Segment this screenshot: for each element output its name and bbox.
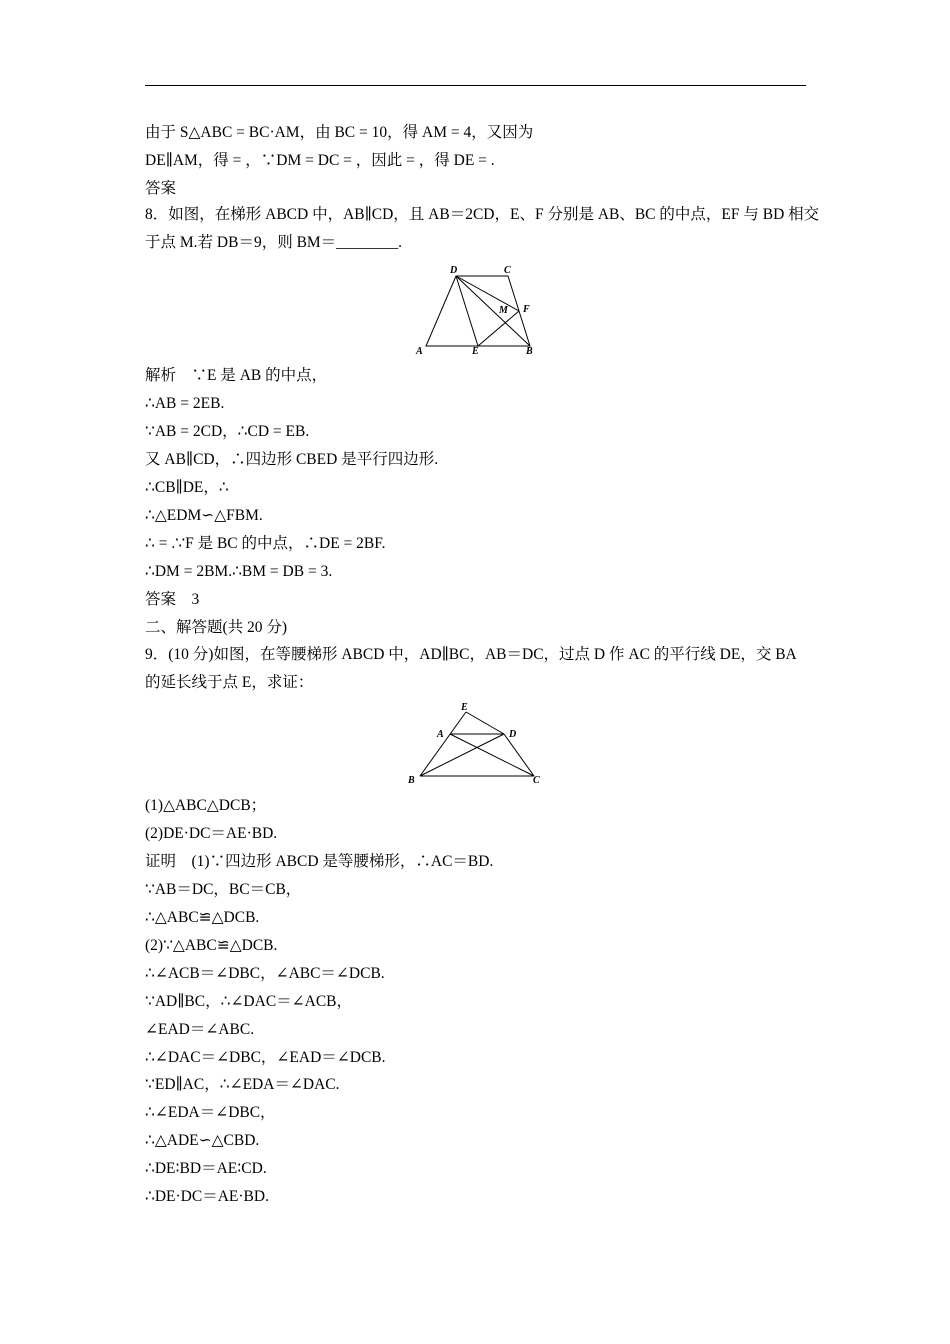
proof-line: ∴DE·DC＝AE·BD. [145, 1188, 269, 1205]
solution-line: ∴CB∥DE，∴ [145, 479, 229, 496]
answer-line: 答案 3 [145, 591, 200, 608]
question-9: 9．(10 分)如图，在等腰梯形 ABCD 中，AD∥BC，AB＝DC，过点 D 作 AC 的平行线 DE，交 BA [145, 646, 797, 663]
proof-goal: (2)DE·DC＝AE·BD. [145, 825, 278, 842]
solution-line: 又 AB∥CD，∴四边形 CBED 是平行四边形. [145, 451, 439, 468]
solution-line: ∵AB = 2CD，∴CD = EB. [145, 423, 310, 440]
proof-line: ∴∠DAC＝∠DBC，∠EAD＝∠DCB. [145, 1049, 386, 1066]
question-8: 8．如图，在梯形 ABCD 中，AB∥CD，且 AB＝2CD，E、F 分别是 AB、BC 的中点，EF 与 BD 相交 [145, 206, 820, 223]
label-C: C [533, 775, 540, 786]
section-heading: 二、解答题(共 20 分) [145, 619, 288, 636]
proof-line: ∴DE∶BD＝AE∶CD. [145, 1160, 267, 1177]
proof-line: 证明 (1)∵四边形 ABCD 是等腰梯形，∴AC＝BD. [145, 853, 494, 870]
label-M: M [499, 305, 508, 316]
label-D: D [509, 729, 517, 740]
question-8-cont: 于点 M.若 DB＝9，则 BM＝________. [145, 234, 403, 251]
label-C: C [504, 265, 511, 276]
proof-line: ∴△ABC≌△DCB. [145, 909, 260, 926]
answer-label: 答案 [145, 180, 177, 197]
proof-line: ∴∠ACB＝∠DBC，∠ABC＝∠DCB. [145, 965, 385, 982]
label-A: A [437, 729, 444, 740]
label-E: E [472, 346, 479, 357]
proof-line: (2)∵△ABC≌△DCB. [145, 937, 278, 954]
proof-line: ∵ED∥AC，∴∠EDA＝∠DAC. [145, 1076, 340, 1093]
solution-line: ∴DM = 2BM.∴BM = DB = 3. [145, 563, 333, 580]
solution-line: 解析 ∵E 是 AB 的中点， [145, 367, 328, 384]
header-rule [145, 85, 806, 86]
label-B: B [526, 346, 533, 357]
label-A: A [416, 346, 423, 357]
proof-line: ∠EAD＝∠ABC. [145, 1021, 255, 1038]
proof-line: ∵AB＝DC，BC＝CB， [145, 881, 302, 898]
question-9-cont: 的延长线于点 E，求证： [145, 674, 314, 691]
proof-goal: (1)△ABC△DCB； [145, 797, 267, 814]
trapezoid-figure-2 [402, 700, 547, 790]
proof-line: ∴△ADE∽△CBD. [145, 1132, 260, 1149]
solution-line: ∴△EDM∽△FBM. [145, 507, 263, 524]
proof-line: ∵AD∥BC，∴∠DAC＝∠ACB， [145, 993, 353, 1010]
label-F: F [523, 304, 530, 315]
label-D: D [450, 265, 458, 276]
trapezoid-figure-1 [410, 262, 540, 358]
proof-line: ∴∠EDA＝∠DBC， [145, 1104, 276, 1121]
text-line: DE∥AM，得 = ，∵DM = DC = ，因此 = ，得 DE = . [145, 152, 495, 169]
label-E: E [461, 702, 468, 713]
label-B: B [408, 775, 415, 786]
text-line: 由于 S△ABC = BC·AM，由 BC = 10，得 AM = 4，又因为 [145, 124, 534, 141]
solution-line: ∴ = .∵F 是 BC 的中点，∴DE = 2BF. [145, 535, 386, 552]
solution-line: ∴AB = 2EB. [145, 395, 225, 412]
